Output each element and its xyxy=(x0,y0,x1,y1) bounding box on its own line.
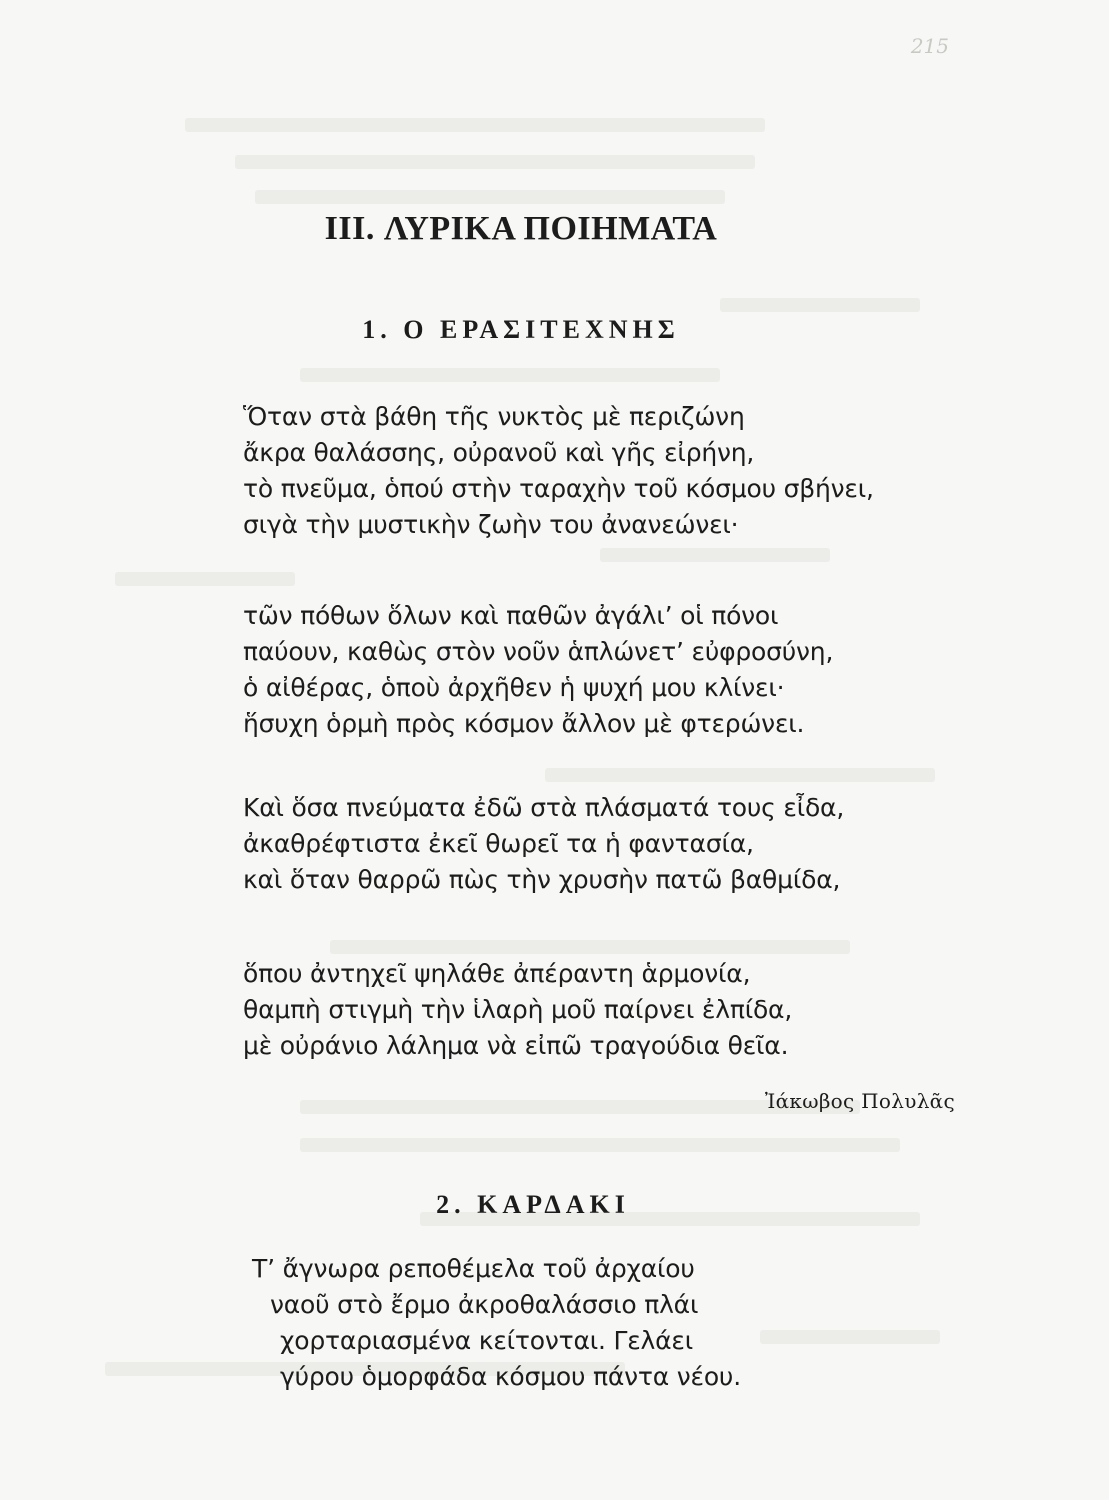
verse-line: τῶν πόθων ὅλων καὶ παθῶν ἀγάλι’ οἱ πόνοι xyxy=(243,601,779,630)
verse-line: ἀκαθρέφτιστα ἐκεῖ θωρεῖ τα ἡ φαντασία, xyxy=(243,829,754,858)
section-heading: III. ΛΥΡΙΚΑ ΠΟΙΗΜΑΤΑ xyxy=(324,210,718,247)
poem-2-stanza-1 xyxy=(252,1251,741,1395)
verse-line: ἄκρα θαλάσσης, οὐρανοῦ καὶ γῆς εἰρήνη, xyxy=(243,438,755,467)
poem-title-1: 1. Ο ΕΡΑΣΙΤΕΧΝΗΣ xyxy=(362,315,680,344)
verse-line: σιγὰ τὴν μυστικὴν ζωὴν του ἀνανεώνει· xyxy=(243,510,739,539)
verse-line: καὶ ὅταν θαρρῶ πὼς τὴν χρυσὴν πατῶ βαθμίδα, xyxy=(243,865,841,894)
page-number: 215 xyxy=(910,34,949,58)
poem-1-stanza-4 xyxy=(243,956,792,1064)
verse-line: τὸ πνεῦμα, ὁπού στὴν ταραχὴν τοῦ κόσμου σβήνει, xyxy=(243,474,874,503)
verse-line: ἥσυχη ὁρμὴ πρὸς κόσμον ἄλλον μὲ φτερώνει. xyxy=(243,709,805,738)
verse-line: μὲ οὐράνιο λάλημα νὰ εἰπῶ τραγούδια θεῖα. xyxy=(243,1031,789,1060)
verse-line: παύουν, καθὼς στὸν νοῦν ἁπλώνετ’ εὐφροσύνη, xyxy=(243,637,834,666)
verse-line: θαμπὴ στιγμὴ τὴν ἱλαρὴ μοῦ παίρνει ἐλπίδα, xyxy=(243,995,793,1024)
verse-line: ὅπου ἀντηχεῖ ψηλάθε ἀπέραντη ἁρμονία, xyxy=(243,959,751,988)
poem-title-2: 2. ΚΑΡΔΑΚΙ xyxy=(436,1190,630,1219)
verse-line: Τ’ ἄγνωρα ρεποθέμελα τοῦ ἀρχαίου xyxy=(252,1254,695,1283)
verse-line: ναοῦ στὸ ἔρμο ἀκροθαλάσσιο πλάι xyxy=(270,1290,699,1319)
poem-1-stanza-2 xyxy=(243,598,833,742)
poem-1-author: Ἰάκωβος Πολυλᾶς xyxy=(764,1089,955,1113)
verse-line: χορταριασμένα κείτονται. Γελάει xyxy=(280,1326,693,1355)
verse-line: ὁ αἰθέρας, ὁποὺ ἀρχῆθεν ἡ ψυχή μου κλίνει· xyxy=(243,673,785,702)
poem-1-stanza-3 xyxy=(243,790,844,898)
verse-line: γύρου ὁμορφάδα κόσμου πάντα νέου. xyxy=(280,1362,741,1391)
verse-line: Ὅταν στὰ βάθη τῆς νυκτὸς μὲ περιζώνη xyxy=(243,402,745,431)
poem-1-stanza-1 xyxy=(243,399,874,543)
verse-line: Καὶ ὅσα πνεύματα ἐδῶ στὰ πλάσματά τους εἶδα, xyxy=(243,793,845,822)
